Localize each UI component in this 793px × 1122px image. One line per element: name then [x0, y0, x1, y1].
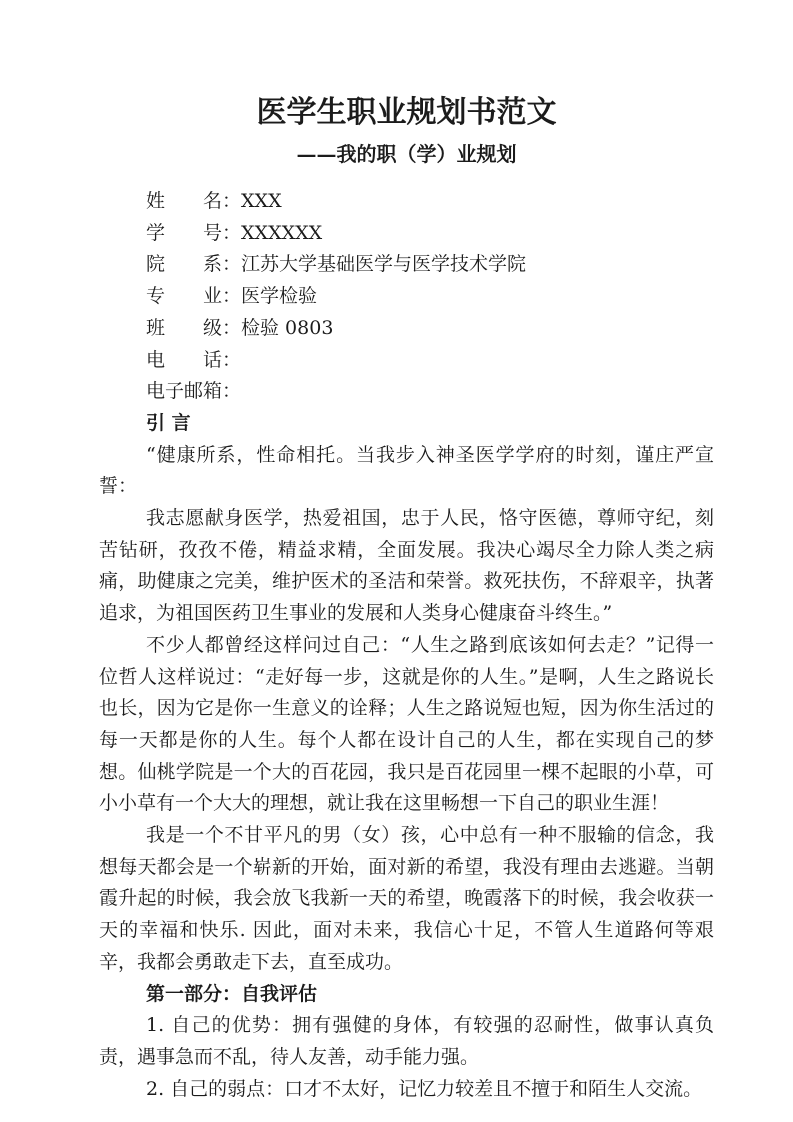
document-subtitle: ——我的职（学）业规划	[296, 142, 517, 166]
info-label-major: 专 业：	[146, 285, 242, 308]
info-label-class: 班 级：	[146, 316, 242, 339]
paragraph-weaknesses: 2. 自己的弱点：口才不太好，记忆力较差且不擅于和陌生人交流。	[146, 1077, 703, 1100]
paragraph-oath-body: 我志愿献身医学，热爱祖国，忠于人民，恪守医德，尊师守纪，刻苦钻研，孜孜不倦，精益求精，全面发展。我决心竭尽全力除人类之病痛，助健康之完美，维护医术的圣洁和荣誉。救死扶伤，不辞艰辛，执著追求，为祖国医药卫生事业的发展和人类身心健康奋斗终生。”	[99, 507, 714, 625]
info-block	[146, 186, 714, 408]
info-label-name: 姓 名：	[146, 190, 242, 212]
section-heading-part1-self-assessment: 第一部分：自我评估	[146, 982, 318, 1005]
info-label-phone: 电 话：	[146, 348, 242, 371]
info-row-email	[146, 376, 714, 408]
document-title: 医学生职业规划书范文	[256, 95, 557, 130]
info-label-department: 院 系：	[146, 253, 242, 276]
paragraph-strengths: 1. 自己的优势：拥有强健的身体，有较强的忍耐性，做事认真负责，遇事急而不乱，待人友善，动手能力强。	[99, 1014, 714, 1068]
info-value-major: 医学检验	[241, 285, 318, 308]
paragraph-life-path: 不少人都曾经这样问过自己：“人生之路到底该如何去走？”记得一位哲人这样说过：“走好每一步，这就是你的人生。”是啊，人生之路说长也长，因为它是你一生意义的诠释；人生之路说短也短，因为你生活过的每一天都是你的人生。每个人都在设计自己的人生，都在实现自己的梦想。仙桃学院是一个大的百花园，我只是百花园里一棵不起眼的小草，可小小草有一个大大的理想，就让我在这里畅想一下自己的职业生涯！	[99, 633, 714, 815]
info-value-student-id: XXXXXX	[241, 221, 323, 244]
paragraph-oath-opening: “健康所系，性命相托。当我步入神圣医学学府的时刻，谨庄严宣誓：	[99, 443, 714, 498]
paragraph-self-belief: 我是一个不甘平凡的男（女）孩，心中总有一种不服输的信念，我想每天都会是一个崭新的开始，面对新的希望，我没有理由去逃避。当朝霞升起的时候，我会放飞我新一天的希望，晚霞落下的时候，我会收获一天的幸福和快乐. 因此，面对未来，我信心十足，不管人生道路何等艰辛，我都会勇敢走下去，直至成功。	[99, 824, 714, 973]
info-row-student-id	[146, 218, 714, 250]
info-label-student-id: 学 号：	[146, 221, 242, 244]
info-value-class: 检验 0803	[241, 316, 334, 339]
info-row-department	[146, 249, 714, 281]
info-row-phone	[146, 345, 714, 377]
info-row-name	[146, 186, 714, 218]
info-row-major	[146, 281, 714, 313]
info-label-email: 电子邮箱：	[146, 380, 242, 403]
info-row-class	[146, 313, 714, 345]
info-value-name: XXX	[241, 190, 282, 212]
section-heading-introduction: 引 言	[146, 411, 191, 434]
info-value-department: 江苏大学基础医学与医学技术学院	[241, 253, 527, 276]
